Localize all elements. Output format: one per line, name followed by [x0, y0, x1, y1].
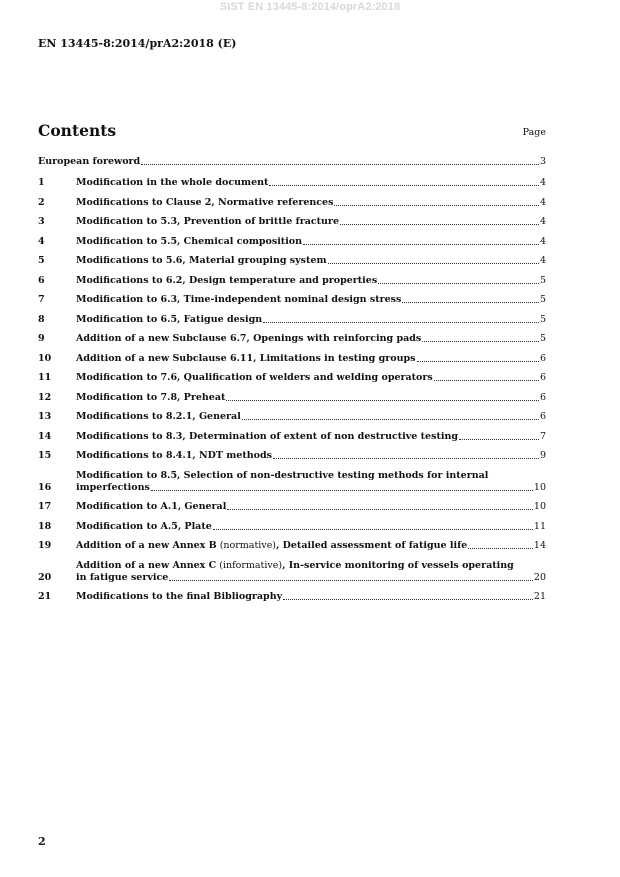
toc-entry-number: 17 [38, 501, 52, 512]
toc-entry-page[interactable]: 10 [533, 501, 546, 512]
toc-entry-page[interactable]: 4 [539, 216, 546, 227]
toc-entry[interactable] [38, 560, 546, 584]
toc-title-text: Modifications to 6.2, Design temperature and properties [76, 274, 378, 286]
toc-entry-body [76, 255, 546, 267]
toc-entry-page[interactable]: 5 [539, 294, 546, 305]
toc-entry-line [76, 353, 546, 365]
toc-entry-number: 21 [38, 591, 52, 602]
toc-entry-title-line1: Modification to 8.5, Selection of non-destructive testing methods for internal [76, 469, 489, 481]
toc-entry-number: 13 [38, 411, 52, 422]
toc-title-text: Addition of a new Subclause 6.11, Limitations in testing groups [76, 352, 416, 364]
toc-entry[interactable] [38, 275, 546, 287]
toc-entry-foreword[interactable] [38, 156, 546, 168]
toc-entry-page[interactable]: 6 [539, 411, 546, 422]
toc-entry-line [38, 156, 546, 168]
toc-entry-line [76, 197, 546, 209]
toc-entry-number: 10 [38, 352, 52, 364]
toc-entry-page[interactable]: 6 [539, 372, 546, 383]
toc-entry-line [76, 314, 546, 326]
toc-entry-title[interactable] [76, 501, 226, 513]
toc-entry[interactable] [38, 314, 546, 326]
dot-leader [468, 548, 533, 549]
dot-leader [422, 341, 539, 342]
toc-entry-body [76, 216, 546, 228]
toc-entry-number: 14 [38, 430, 52, 442]
toc-entry[interactable] [38, 197, 546, 209]
toc-entry-number: 9 [38, 333, 45, 344]
toc-entry-line [76, 540, 546, 552]
toc-entry-body [76, 470, 546, 494]
toc-entry-number: 3 [38, 216, 45, 227]
toc-entry-line [76, 521, 546, 533]
toc-entry-number: 18 [38, 520, 52, 532]
toc-entry-line [76, 294, 546, 306]
toc-entry-line [76, 372, 546, 384]
dot-leader [169, 580, 533, 581]
toc-entry[interactable] [38, 450, 546, 462]
page-number: 2 [38, 835, 46, 848]
toc-entry-body [76, 197, 546, 209]
toc-entry-line [76, 501, 546, 513]
dot-leader [378, 283, 539, 284]
toc-entry-number: 19 [38, 540, 52, 551]
toc-title-text: Modifications to the final Bibliography [76, 591, 283, 602]
toc-entry-title[interactable] [76, 482, 150, 494]
toc-entry-line [76, 591, 546, 603]
toc-entry-title[interactable] [76, 372, 433, 384]
toc-entry-title[interactable] [76, 294, 401, 306]
toc-title-text: Addition of a new Subclause 6.7, Openings with reinforcing pads [76, 333, 422, 344]
toc-entry-body [76, 275, 546, 287]
dot-leader [226, 400, 539, 401]
toc-entry-line [76, 450, 546, 462]
toc-entry-number: 7 [38, 294, 45, 305]
toc-entry-line [76, 275, 546, 287]
toc-entry-body [76, 392, 546, 404]
toc-entry[interactable] [38, 353, 546, 365]
toc-entry-title[interactable] [76, 197, 333, 209]
dot-leader [263, 322, 539, 323]
toc-entry-body [76, 521, 546, 533]
toc-entry-page[interactable]: 6 [539, 352, 546, 364]
toc-entry-line [76, 236, 546, 248]
toc-title-text: Modifications to 8.3, Determination of extent of non destructive testing [76, 430, 458, 442]
toc-entry-body [76, 450, 546, 462]
dot-leader [459, 439, 539, 440]
toc-entry-title[interactable] [76, 314, 262, 326]
dot-leader [273, 458, 539, 459]
toc-title-text: Modifications to 5.6, Material grouping system [76, 255, 327, 266]
toc-title-text: Addition of a new Annex B [76, 540, 217, 551]
toc-entry-line [76, 411, 546, 423]
dot-leader [283, 599, 533, 600]
toc-entry-title[interactable] [76, 255, 327, 267]
toc-entry[interactable] [38, 333, 546, 345]
toc-entry[interactable] [38, 591, 546, 603]
document-id-header: EN 13445-8:2014/prA2:2018 (E) [38, 37, 237, 50]
watermark: SIST EN 13445-8:2014/oprA2:2018 [219, 1, 401, 13]
toc-entry-title[interactable] [76, 450, 272, 462]
toc-title-text: Modification to 7.8, Preheat [76, 391, 226, 403]
toc-entry-number: 6 [38, 274, 45, 286]
toc-entry-body [76, 333, 546, 345]
dot-leader [227, 509, 533, 510]
toc-title-text: Modification in the whole document [76, 177, 269, 188]
dot-leader [340, 224, 539, 225]
toc-entry-page[interactable]: 3 [539, 156, 546, 167]
toc-entry-title[interactable] [76, 177, 268, 189]
dot-leader [334, 205, 539, 206]
toc-title-text: in fatigue service [76, 571, 169, 583]
dot-leader [328, 263, 539, 264]
toc-entry-title[interactable] [76, 431, 458, 443]
toc-entry-body [76, 177, 546, 189]
toc-entry-line [76, 392, 546, 404]
toc-entry-page[interactable]: 4 [539, 235, 546, 247]
toc-entry-number: 5 [38, 255, 45, 266]
toc-entry-title[interactable] [76, 353, 416, 365]
toc-title-text: Modifications to Clause 2, Normative references [76, 196, 334, 208]
toc-entry-number: 20 [38, 571, 52, 583]
toc-entry-body [76, 540, 546, 552]
toc-entry-line [76, 572, 546, 584]
toc-entry-body [76, 353, 546, 365]
toc-entry-title[interactable] [76, 521, 212, 533]
dot-leader [303, 244, 539, 245]
dot-leader [242, 419, 539, 420]
toc-entry-number: 1 [38, 177, 45, 188]
dot-leader [269, 185, 539, 186]
toc-entry-title[interactable] [76, 333, 421, 345]
toc-entry-line [76, 431, 546, 443]
toc-entry-page[interactable]: 9 [539, 450, 546, 461]
toc-entry[interactable] [38, 255, 546, 267]
toc-entry-number: 16 [38, 481, 52, 493]
toc-title-text: Modification to 6.5, Fatigue design [76, 313, 263, 325]
toc-entry-line [76, 255, 546, 267]
toc-entry-body [76, 314, 546, 326]
toc-entry[interactable] [38, 431, 546, 443]
toc-title-part: , Detailed assessment of fatigue life [276, 540, 468, 551]
toc-entry-body [76, 294, 546, 306]
toc-title-annex-type: (normative) [216, 540, 277, 551]
dot-leader [141, 164, 539, 165]
toc-entry-line [76, 216, 546, 228]
toc-entry-page[interactable]: 4 [539, 255, 546, 266]
toc-entry-title[interactable]: European foreword [38, 156, 141, 167]
toc-title-text: imperfections [76, 481, 150, 493]
toc-entry-page[interactable]: 14 [533, 540, 546, 551]
toc-title-text: Modification to 5.5, Chemical composition [76, 235, 303, 247]
dot-leader [151, 490, 533, 491]
dot-leader [402, 302, 539, 303]
toc-entry-body [76, 411, 546, 423]
toc-entry-line [76, 482, 546, 494]
toc-entry[interactable] [38, 521, 546, 533]
toc-entry[interactable] [38, 540, 546, 552]
toc-entry-title-line1 [76, 560, 546, 572]
toc-entry-page[interactable]: 5 [539, 333, 546, 344]
toc-entry-number: 11 [38, 372, 52, 383]
toc-entry[interactable] [38, 177, 546, 189]
toc-entry[interactable] [38, 392, 546, 404]
toc-entry-title[interactable] [76, 540, 467, 552]
toc-entry-page[interactable]: 20 [533, 571, 546, 583]
toc-entry-title[interactable] [76, 591, 282, 603]
toc-entry-body [76, 372, 546, 384]
toc-entry-body [76, 560, 546, 584]
toc-entry-number: 8 [38, 313, 45, 325]
toc-entry[interactable] [38, 501, 546, 513]
toc-entry-title[interactable] [76, 236, 302, 248]
toc-title-text: Modifications to 8.2.1, General [76, 411, 241, 422]
toc-entry-body [76, 236, 546, 248]
toc-entry-page[interactable]: 4 [539, 177, 546, 188]
toc-entry-body [76, 431, 546, 443]
toc-entry[interactable] [38, 236, 546, 248]
toc-entry-body [76, 591, 546, 603]
toc-title-part: , In-service monitoring of vessels operating [282, 559, 514, 571]
toc-title-text: Modification to A.1, General [76, 501, 227, 512]
toc-entry-page[interactable]: 21 [533, 591, 546, 602]
toc-title-annex-type: (informative) [216, 559, 283, 571]
toc-title-text: Modification to A.5, Plate [76, 520, 212, 532]
toc-entry-page[interactable]: 11 [533, 520, 546, 532]
toc-entry-line [76, 333, 546, 345]
toc-entry-page[interactable]: 10 [533, 481, 546, 493]
toc-entry[interactable] [38, 372, 546, 384]
toc-entry[interactable] [38, 294, 546, 306]
toc-title-text: Modification to 7.6, Qualification of welders and welding operators [76, 372, 433, 383]
toc-title-text: Modification to 5.3, Prevention of brittle fracture [76, 216, 339, 227]
toc-entry[interactable] [38, 411, 546, 423]
toc-entry-number: 15 [38, 450, 52, 461]
toc-entry-title[interactable] [76, 275, 377, 287]
dot-leader [417, 361, 539, 362]
toc-entry-page[interactable]: 6 [539, 391, 546, 403]
toc-entry-page[interactable]: 4 [539, 196, 546, 208]
toc-entry-number: 2 [38, 196, 45, 208]
toc-entry-line [76, 177, 546, 189]
contents-heading: Contents [38, 121, 117, 140]
toc-entry-title[interactable] [76, 411, 241, 423]
toc-entry[interactable] [38, 470, 546, 494]
toc-entry-page[interactable]: 5 [539, 313, 546, 325]
page-column-label: Page [522, 127, 546, 138]
toc-entry-page[interactable]: 5 [539, 274, 546, 286]
toc-entry-title[interactable] [76, 392, 225, 404]
toc-title-part: Addition of a new Annex C [76, 559, 217, 571]
toc-title-text: Modifications to 8.4.1, NDT methods [76, 450, 272, 461]
toc-entry-number: 4 [38, 235, 45, 247]
toc-entry-page[interactable]: 7 [539, 430, 546, 442]
dot-leader [213, 529, 533, 530]
toc-entry-number: 12 [38, 391, 52, 403]
toc-entry-title[interactable] [76, 216, 339, 228]
toc-entry-body [76, 501, 546, 513]
table-of-contents [38, 156, 546, 603]
toc-title-text: Modification to 6.3, Time-independent nominal design stress [76, 294, 402, 305]
dot-leader [434, 380, 539, 381]
toc-entry-title[interactable] [76, 572, 168, 584]
toc-entry[interactable] [38, 216, 546, 228]
